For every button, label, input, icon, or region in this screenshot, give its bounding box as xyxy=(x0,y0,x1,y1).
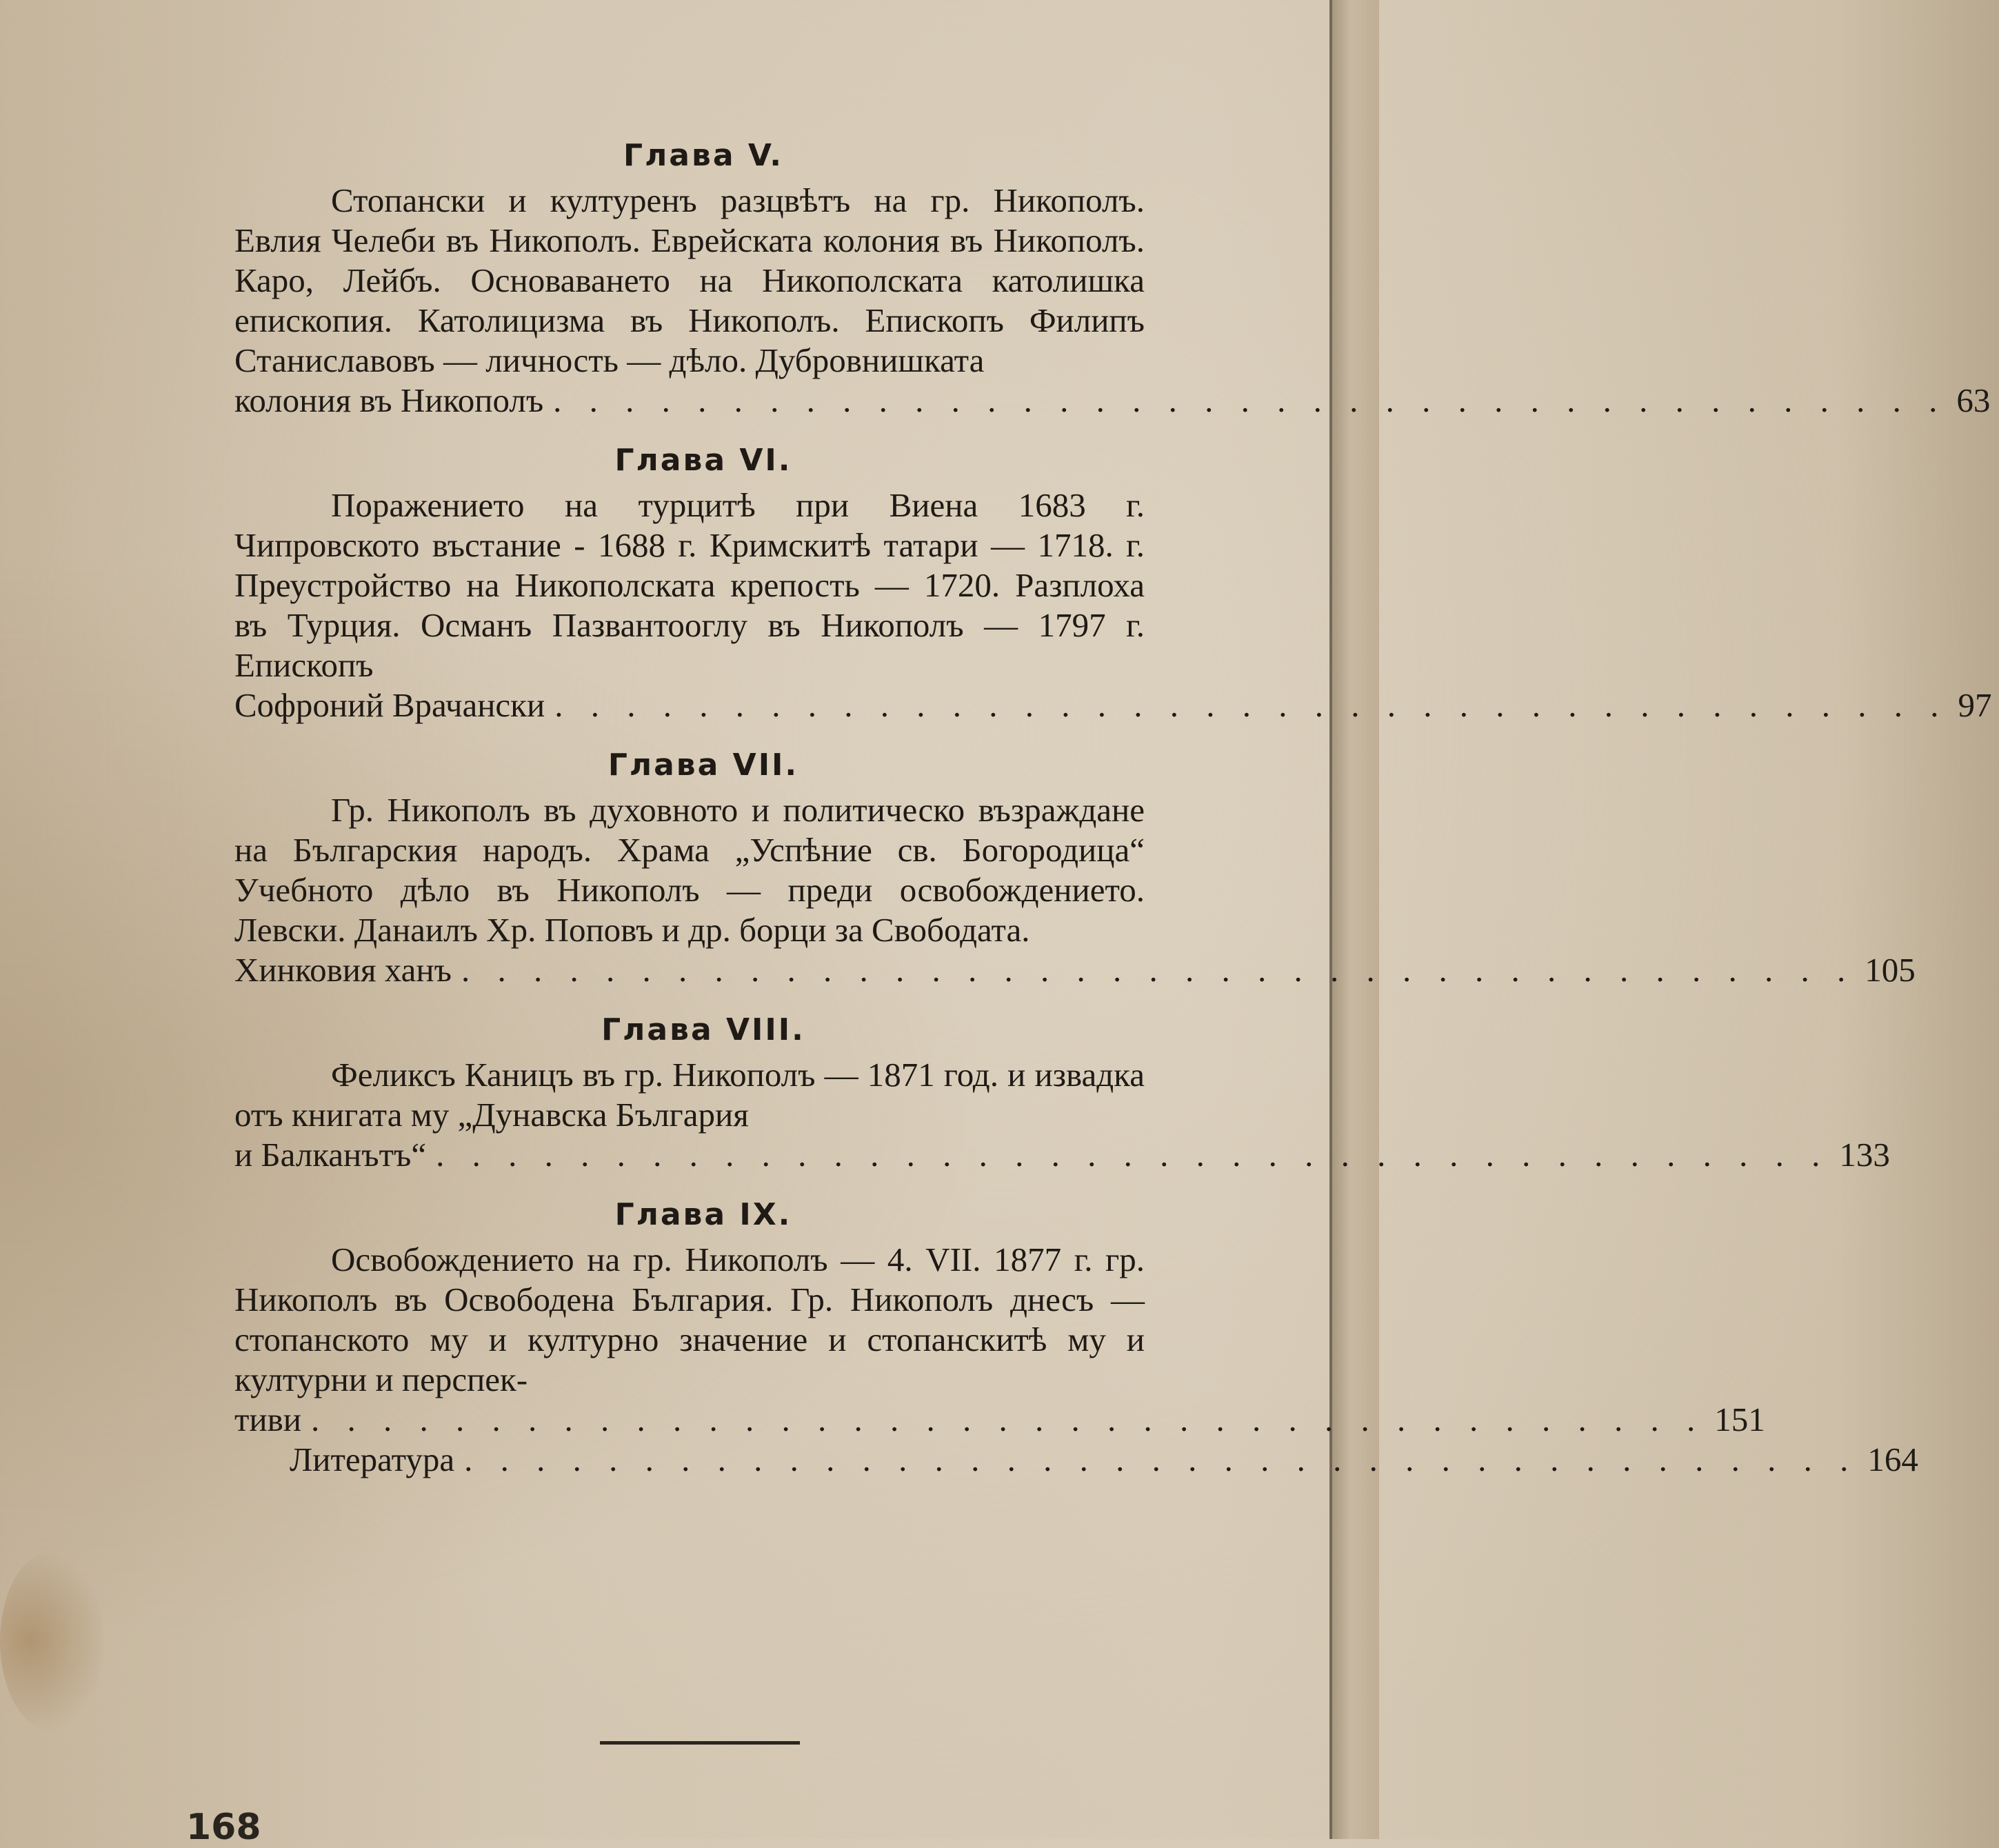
chapter-last-line: Хинковия ханъ xyxy=(234,951,452,989)
chapter-8 xyxy=(207,1005,1890,1175)
dot-leader: . . . . . . . . . . . . . . . . . . . . . . . . . . . . . . . . . . . . . . . xyxy=(464,1440,1858,1478)
literature-label: Литература xyxy=(290,1440,455,1478)
chapter-entry xyxy=(234,1055,1890,1175)
chapter-entry xyxy=(234,790,1916,990)
leader-line xyxy=(290,1440,1918,1480)
paper-stain xyxy=(0,1551,103,1731)
chapter-description: Освобождението на гр. Никополъ — 4. VII. 1877 г. гр. Никополъ въ Освободена България. Гр. Никополъ днесъ — стопанското му и културно значение и стопанскитѣ му и културни и перспек- xyxy=(234,1241,1145,1398)
end-rule xyxy=(600,1741,800,1745)
leader-line xyxy=(234,950,1916,990)
chapter-5 xyxy=(207,131,1991,421)
chapter-9 xyxy=(207,1190,1765,1440)
chapter-entry xyxy=(234,181,1991,421)
chapter-7 xyxy=(207,741,1916,990)
chapter-last-line: колония въ Никополъ xyxy=(234,381,544,419)
chapter-entry xyxy=(234,485,1992,725)
dot-leader: . . . . . . . . . . . . . . . . . . . . . . . . . . . . . . . . . . . . . . . xyxy=(436,1136,1830,1174)
page-border-line xyxy=(1329,0,1332,1839)
page-number: 63 xyxy=(1956,381,1991,419)
chapter-title: Глава VIII. xyxy=(601,1012,805,1047)
page-number: 97 xyxy=(1958,686,1992,724)
chapter-title: Глава IX. xyxy=(614,1197,792,1232)
leader-line xyxy=(234,1400,1765,1440)
page-number: 151 xyxy=(1714,1400,1765,1438)
literature-entry xyxy=(290,1440,1918,1480)
dot-leader: . . . . . . . . . . . . . . . . . . . . . . . . . . . . . . . . . . . . . . . xyxy=(311,1400,1705,1438)
leader-line xyxy=(234,685,1992,725)
table-of-contents xyxy=(207,131,1992,1480)
chapter-description: Феликсъ Каницъ въ гр. Никополъ — 1871 год. и извадка отъ книгата му „Дунавска България xyxy=(234,1056,1145,1134)
dot-leader: . . . . . . . . . . . . . . . . . . . . . . . . . . . . . . . . . . . . . . . xyxy=(461,951,1856,989)
chapter-description: Гр. Никополъ въ духовното и политическо възраждане на Българския народъ. Храма „Успѣние св. Богородица“ Учебното дѣло въ Никополъ — преди освобождението. Левски. Данаилъ Хр. Поповъ и др. борци за Свободата. xyxy=(234,791,1145,949)
chapter-description: Стопански и културенъ разцвѣтъ на гр. Никополъ. Евлия Челеби въ Никополъ. Еврейската колония въ Никополъ. Каро, Лейбъ. Основаването на Никополската католишка епископия. Католицизма въ Никополъ. Епископъ Филипъ Станиславовъ — личность — дѣло. Дубровнишката xyxy=(234,181,1145,379)
chapter-title: Глава VI. xyxy=(614,443,792,478)
chapter-title: Глава V. xyxy=(623,138,783,173)
page-number: 133 xyxy=(1839,1136,1890,1174)
dot-leader: . . . . . . . . . . . . . . . . . . . . . . . . . . . . . . . . . . . . . . . xyxy=(553,381,1947,419)
chapter-last-line: и Балканътъ“ xyxy=(234,1136,427,1174)
leader-line xyxy=(234,1135,1890,1175)
chapter-last-line: Софроний Врачански xyxy=(234,686,545,724)
chapter-last-line: тиви xyxy=(234,1400,301,1438)
folio-page-number: 168 xyxy=(186,1807,261,1848)
leader-line xyxy=(234,381,1991,421)
dot-leader: . . . . . . . . . . . . . . . . . . . . . . . . . . . . . . . . . . . . . . . xyxy=(554,686,1949,724)
adjacent-page-edge xyxy=(1332,0,1379,1839)
chapter-title: Глава VII. xyxy=(607,747,799,783)
chapter-entry xyxy=(234,1240,1765,1440)
chapter-6 xyxy=(207,436,1992,725)
page-number: 164 xyxy=(1867,1440,1918,1478)
page-number: 105 xyxy=(1865,951,1916,989)
chapter-description: Поражението на турцитѣ при Виена 1683 г. Чипровското въстание - 1688 г. Кримскитѣ татари — 1718. г. Преустройство на Никополската крепость — 1720. Разплоха въ Турция. Османъ Пазвантооглу въ Никополъ — 1797 г. Епископъ xyxy=(234,486,1145,684)
